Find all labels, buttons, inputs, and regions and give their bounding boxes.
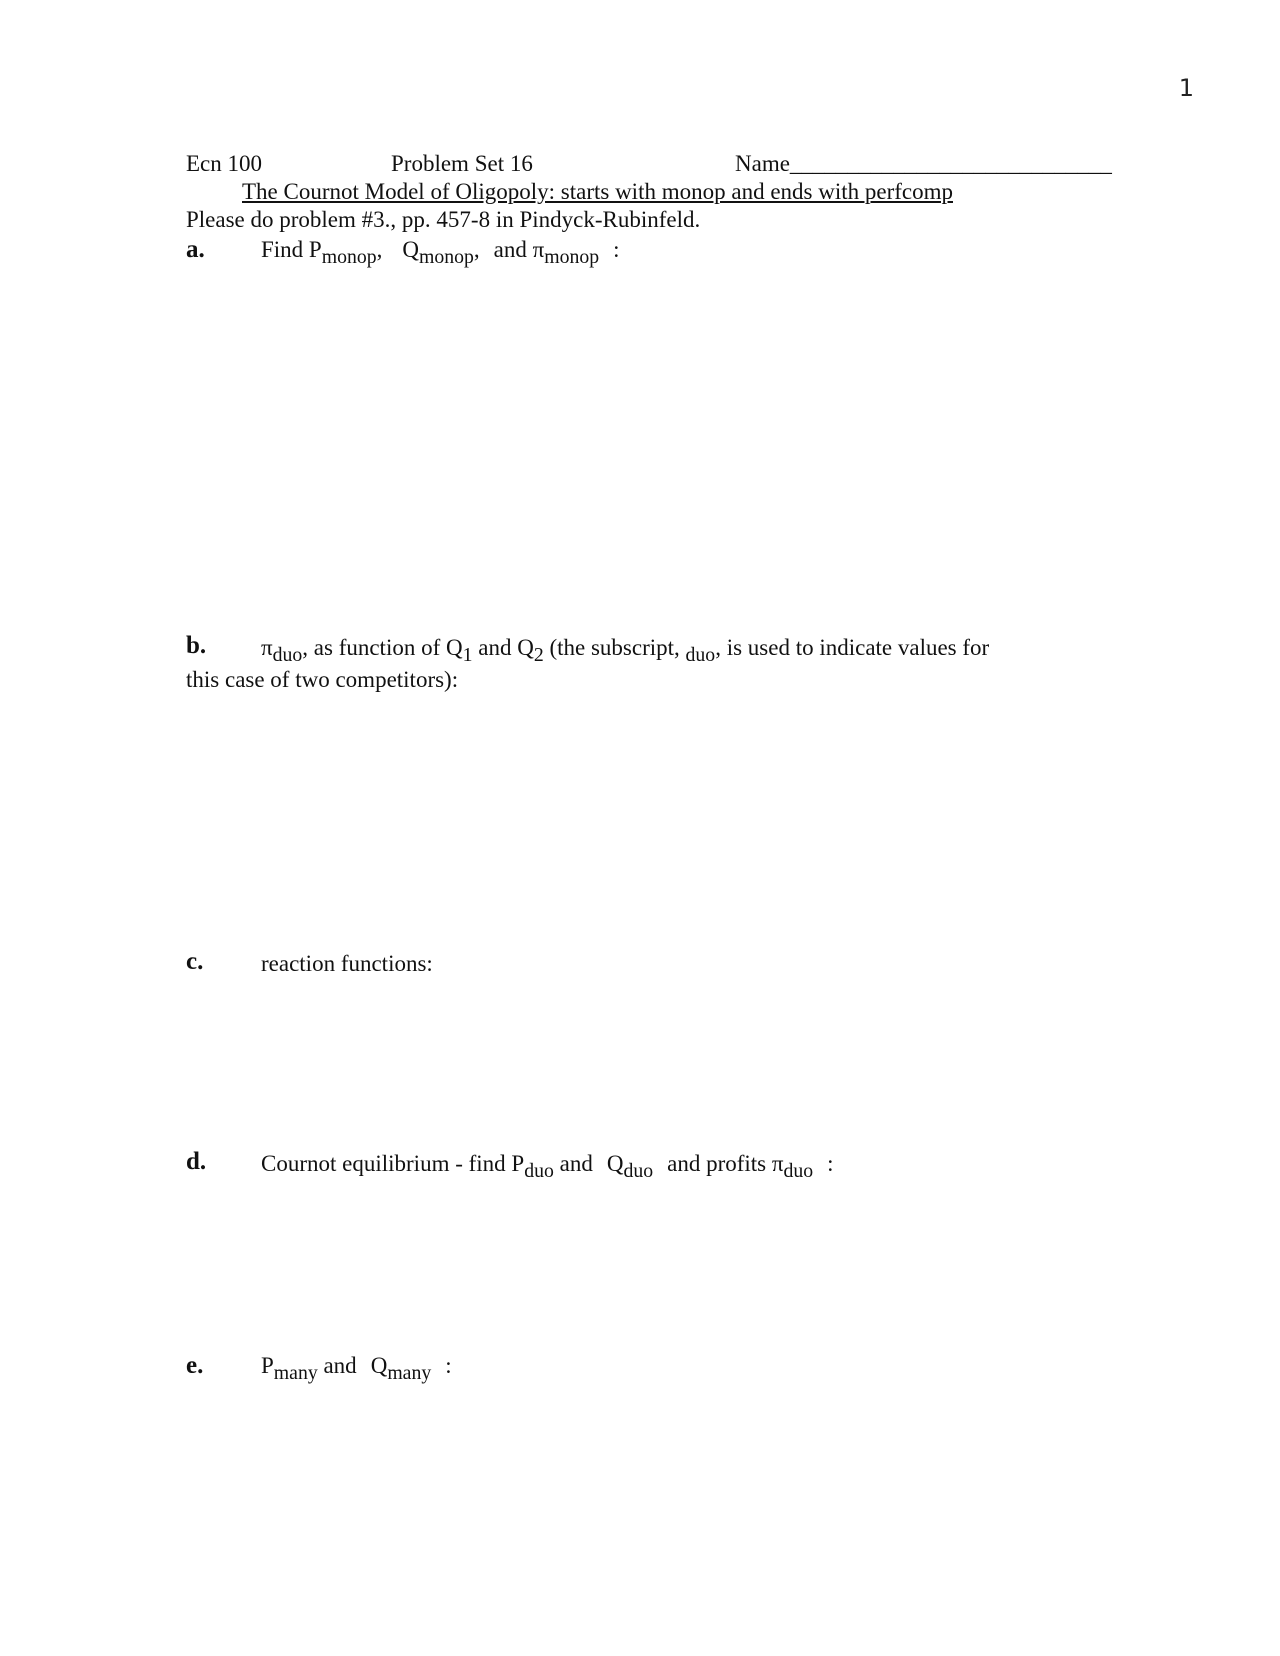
part-e-text: $P_{many}$ and $Q_{many}$ : — [261, 1353, 452, 1384]
part-c-text: reaction functions: — [261, 951, 433, 976]
part-a-text: Find $P_{monop}$, $Q_{monop}$, and $\pi_{monop}$ : — [261, 237, 620, 268]
part-a-label: a. — [186, 236, 205, 263]
part-d-label: d. — [186, 1148, 207, 1175]
name-field — [735, 150, 1112, 178]
course-code: Ecn 100 — [186, 151, 263, 176]
problem-set-title: Problem Set 16 — [391, 151, 533, 176]
name-blank: ____________________________ — [789, 151, 1112, 176]
part-c-label: c. — [186, 948, 204, 975]
part-b-line2: this case of two competitors): — [186, 667, 459, 692]
name-label: Name — [735, 151, 790, 176]
part-b-label: b. — [186, 632, 207, 659]
document-title: The Cournot Model of Oligopoly: starts with monop and ends with perfcomp — [242, 179, 953, 204]
part-e-label: e. — [186, 1352, 204, 1379]
part-b-text: $\pi_{duo}$, as function of $Q_1$ and $Q_2$ (the subscript, $_{duo}$, is used to indicate values for — [261, 635, 990, 666]
page-number: 1 — [1178, 74, 1194, 102]
instruction: Please do problem #3., pp. 457-8 in Pindyck-Rubinfeld. — [186, 207, 701, 232]
part-d-text: Cournot equilibrium - find $P_{duo}$ and $Q_{duo}$ and profits $\pi_{duo}$ : — [261, 1151, 834, 1182]
